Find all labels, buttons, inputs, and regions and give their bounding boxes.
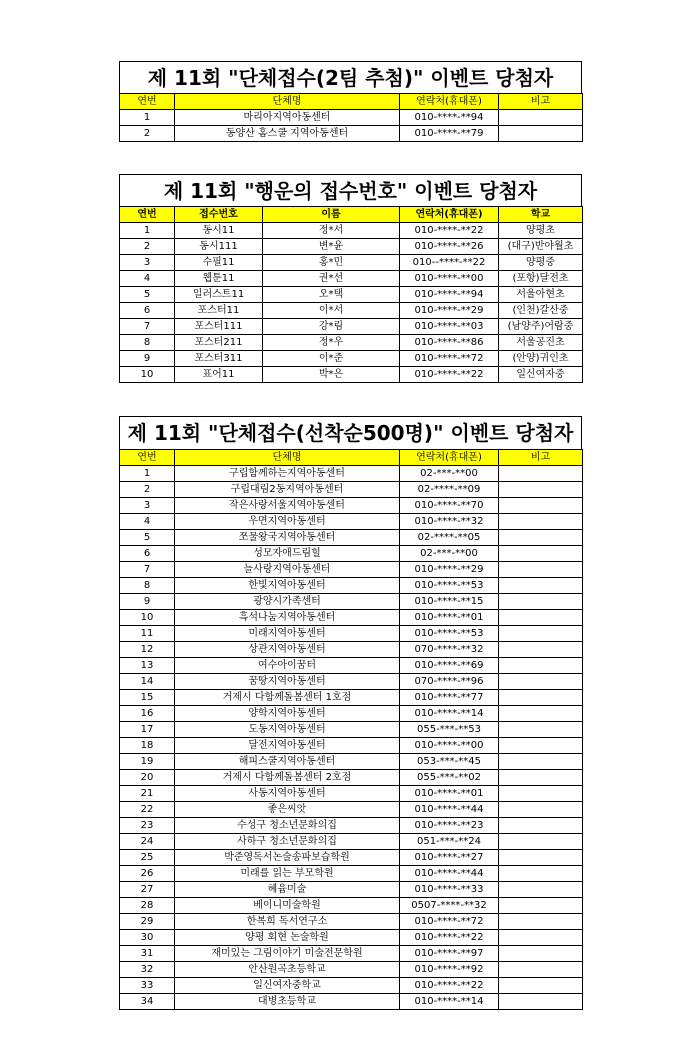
table-row <box>120 850 583 866</box>
table-cell: 구립대림2동지역아동센터 <box>175 482 400 498</box>
table-cell: 8 <box>120 578 175 594</box>
table-cell: 일신여자중학교 <box>175 978 400 994</box>
table-cell: (안양)귀인초 <box>499 351 583 367</box>
table-cell <box>499 626 583 642</box>
table-cell <box>499 578 583 594</box>
table-cell <box>499 930 583 946</box>
table-cell: 베이니미술학원 <box>175 898 400 914</box>
table-cell: 2 <box>120 239 175 255</box>
table-cell <box>499 514 583 530</box>
table-cell <box>499 738 583 754</box>
table-row <box>120 818 583 834</box>
table-cell: 010-****-**03 <box>400 319 499 335</box>
table-cell: 30 <box>120 930 175 946</box>
table-row <box>120 335 583 351</box>
table-row <box>120 706 583 722</box>
table-cell <box>499 946 583 962</box>
column-header: 이름 <box>263 207 400 223</box>
table-cell: 양학지역아동센터 <box>175 706 400 722</box>
winners-table <box>119 206 583 383</box>
table-cell: 3 <box>120 255 175 271</box>
table-cell: 1 <box>120 466 175 482</box>
table-cell: 15 <box>120 690 175 706</box>
table-cell: 일러스트11 <box>175 287 263 303</box>
table-cell: 상관지역아동센터 <box>175 642 400 658</box>
table-row <box>120 674 583 690</box>
column-header: 연번 <box>120 450 175 466</box>
table-cell: 10 <box>120 367 175 383</box>
table-cell: 포스터311 <box>175 351 263 367</box>
table-cell: 늘사랑지역아동센터 <box>175 562 400 578</box>
table-cell: 1 <box>120 223 175 239</box>
table-cell: 7 <box>120 319 175 335</box>
table-cell: 010-****-**01 <box>400 610 499 626</box>
table-cell: 010-****-**23 <box>400 818 499 834</box>
table-cell: 재미있는 그림이야기 미술전문학원 <box>175 946 400 962</box>
table-cell: 5 <box>120 530 175 546</box>
table-cell: 구립함께하는지역아동센터 <box>175 466 400 482</box>
table-cell <box>499 466 583 482</box>
table-cell: 9 <box>120 351 175 367</box>
table-cell: 010-****-**44 <box>400 866 499 882</box>
table-cell: (대구)반야월초 <box>499 239 583 255</box>
table-row <box>120 834 583 850</box>
table-cell: 02-***-**00 <box>400 466 499 482</box>
column-header: 연번 <box>120 207 175 223</box>
table-cell: 010-****-**72 <box>400 351 499 367</box>
table-row <box>120 914 583 930</box>
column-header: 단체명 <box>175 450 400 466</box>
table-row <box>120 223 583 239</box>
column-header: 단체명 <box>175 94 400 110</box>
table-cell: 22 <box>120 802 175 818</box>
table-row <box>120 255 583 271</box>
table-row <box>120 594 583 610</box>
table-cell: 31 <box>120 946 175 962</box>
table-row <box>120 303 583 319</box>
table-row <box>120 351 583 367</box>
table-cell: 사하구 청소년문화의집 <box>175 834 400 850</box>
table-cell: 수성구 청소년문화의집 <box>175 818 400 834</box>
table-cell <box>499 546 583 562</box>
table-cell: 수필11 <box>175 255 263 271</box>
table-cell: 2 <box>120 126 175 142</box>
table-row <box>120 367 583 383</box>
table-cell: 정*서 <box>263 223 400 239</box>
table-cell: 20 <box>120 770 175 786</box>
table-cell <box>499 802 583 818</box>
table-cell: 광양시가족센터 <box>175 594 400 610</box>
header-row <box>120 207 583 223</box>
table-cell: 010--****-**22 <box>400 255 499 271</box>
table-cell: 010-****-**53 <box>400 578 499 594</box>
table-cell: 27 <box>120 882 175 898</box>
section-title: 제 11회 "행운의 접수번호" 이벤트 당첨자 <box>119 174 582 206</box>
table-cell: 010-****-**97 <box>400 946 499 962</box>
table-cell: 010-****-**22 <box>400 223 499 239</box>
table-row <box>120 466 583 482</box>
table-cell: 작은사랑서울지역아동센터 <box>175 498 400 514</box>
table-cell <box>499 658 583 674</box>
table-cell: 010-****-**94 <box>400 287 499 303</box>
table-row <box>120 978 583 994</box>
table-cell: 이*준 <box>263 351 400 367</box>
table-cell: 010-****-**00 <box>400 738 499 754</box>
table-cell: (남양주)어람중 <box>499 319 583 335</box>
table-cell <box>499 754 583 770</box>
table-cell: 16 <box>120 706 175 722</box>
table-cell <box>499 818 583 834</box>
column-header: 연락처(휴대폰) <box>400 207 499 223</box>
table-cell: 좋은씨앗 <box>175 802 400 818</box>
table-cell <box>499 834 583 850</box>
table-cell: 010-****-**79 <box>400 126 499 142</box>
table-cell: 웹툰11 <box>175 271 263 287</box>
table-cell: 미래지역아동센터 <box>175 626 400 642</box>
table-cell: 02-***-**00 <box>400 546 499 562</box>
table-row <box>120 498 583 514</box>
table-cell: 055-***-**53 <box>400 722 499 738</box>
table-cell: 010-****-**15 <box>400 594 499 610</box>
table-cell: 포스터211 <box>175 335 263 351</box>
table-row <box>120 882 583 898</box>
table-cell <box>499 126 583 142</box>
table-cell: 26 <box>120 866 175 882</box>
table-cell: 25 <box>120 850 175 866</box>
column-header: 접수번호 <box>175 207 263 223</box>
table-cell <box>499 866 583 882</box>
table-cell: 010-****-**27 <box>400 850 499 866</box>
table-row <box>120 642 583 658</box>
table-cell: 강*림 <box>263 319 400 335</box>
column-header: 비고 <box>499 94 583 110</box>
table-row <box>120 562 583 578</box>
table-cell <box>499 978 583 994</box>
table-cell: 010-****-**70 <box>400 498 499 514</box>
table-cell: 서울아현초 <box>499 287 583 303</box>
table-cell: (포항)달전초 <box>499 271 583 287</box>
table-row <box>120 866 583 882</box>
table-cell: 4 <box>120 271 175 287</box>
table-cell: 한복희 독서연구소 <box>175 914 400 930</box>
table-row <box>120 239 583 255</box>
table-cell: 서울공진초 <box>499 335 583 351</box>
table-cell: 안산원곡초등학교 <box>175 962 400 978</box>
table-cell: 17 <box>120 722 175 738</box>
table-cell: 정*우 <box>263 335 400 351</box>
table-cell: 한빛지역아동센터 <box>175 578 400 594</box>
section-title: 제 11회 "단체접수(2팀 추첨)" 이벤트 당첨자 <box>119 61 582 93</box>
column-header: 연번 <box>120 94 175 110</box>
table-cell: 13 <box>120 658 175 674</box>
table-cell: 9 <box>120 594 175 610</box>
table-row <box>120 126 583 142</box>
table-cell <box>499 850 583 866</box>
table-cell: 흑석나눔지역아동센터 <box>175 610 400 626</box>
table-cell: 010-****-**29 <box>400 562 499 578</box>
table-row <box>120 514 583 530</box>
table-cell: 051-***-**24 <box>400 834 499 850</box>
table-row <box>120 946 583 962</box>
table-row <box>120 546 583 562</box>
table-cell: 23 <box>120 818 175 834</box>
section-group-draw <box>119 61 582 142</box>
table-cell: 055-***-**02 <box>400 770 499 786</box>
table-cell: 010-****-**22 <box>400 978 499 994</box>
table-cell <box>499 594 583 610</box>
table-cell: 070-****-**32 <box>400 642 499 658</box>
table-cell: 010-****-**86 <box>400 335 499 351</box>
table-cell: 24 <box>120 834 175 850</box>
table-cell: 7 <box>120 562 175 578</box>
table-row <box>120 610 583 626</box>
table-cell: 010-****-**14 <box>400 706 499 722</box>
table-cell: 홍*민 <box>263 255 400 271</box>
table-cell <box>499 882 583 898</box>
table-cell <box>499 898 583 914</box>
table-cell: 사동지역아동센터 <box>175 786 400 802</box>
section-group-first-come <box>119 416 582 1010</box>
table-row <box>120 722 583 738</box>
table-row <box>120 530 583 546</box>
table-row <box>120 802 583 818</box>
table-row <box>120 319 583 335</box>
table-cell: 표어11 <box>175 367 263 383</box>
table-cell: 미래를 읽는 부모학원 <box>175 866 400 882</box>
table-cell: 4 <box>120 514 175 530</box>
table-cell: 010-****-**14 <box>400 994 499 1010</box>
table-cell: 010-****-**44 <box>400 802 499 818</box>
table-row <box>120 578 583 594</box>
header-row <box>120 94 583 110</box>
table-cell: 070-****-**96 <box>400 674 499 690</box>
table-cell: 0507-****-**32 <box>400 898 499 914</box>
table-cell: 거제시 다함께돌봄센터 1호점 <box>175 690 400 706</box>
table-row <box>120 690 583 706</box>
table-cell: 10 <box>120 610 175 626</box>
table-cell: 권*선 <box>263 271 400 287</box>
table-cell: 동시11 <box>175 223 263 239</box>
table-cell: 여수아이꿈터 <box>175 658 400 674</box>
table-cell <box>499 722 583 738</box>
column-header: 연락처(휴대폰) <box>400 94 499 110</box>
table-cell: 19 <box>120 754 175 770</box>
table-cell: 010-****-**69 <box>400 658 499 674</box>
table-cell: (인천)갈산중 <box>499 303 583 319</box>
table-cell: 달전지역아동센터 <box>175 738 400 754</box>
table-row <box>120 626 583 642</box>
table-cell: 오*택 <box>263 287 400 303</box>
table-row <box>120 287 583 303</box>
table-cell: 010-****-**22 <box>400 367 499 383</box>
table-cell: 2 <box>120 482 175 498</box>
table-row <box>120 786 583 802</box>
table-row <box>120 754 583 770</box>
table-cell: 일신여자중 <box>499 367 583 383</box>
table-cell: 010-****-**01 <box>400 786 499 802</box>
table-cell: 18 <box>120 738 175 754</box>
table-cell <box>499 562 583 578</box>
table-cell: 6 <box>120 546 175 562</box>
table-cell: 박*은 <box>263 367 400 383</box>
table-cell: 양평 회현 논술학원 <box>175 930 400 946</box>
table-row <box>120 738 583 754</box>
table-cell: 21 <box>120 786 175 802</box>
table-cell <box>499 482 583 498</box>
table-cell: 포스터111 <box>175 319 263 335</box>
table-row <box>120 482 583 498</box>
table-cell: 도동지역아동센터 <box>175 722 400 738</box>
table-cell <box>499 706 583 722</box>
table-cell <box>499 642 583 658</box>
table-cell <box>499 994 583 1010</box>
table-cell: 꿈땅지역아동센터 <box>175 674 400 690</box>
table-cell: 010-****-**77 <box>400 690 499 706</box>
table-cell <box>499 110 583 126</box>
table-row <box>120 898 583 914</box>
table-cell: 1 <box>120 110 175 126</box>
winners-table <box>119 93 583 142</box>
table-cell: 마리아지역아동센터 <box>175 110 400 126</box>
table-cell <box>499 498 583 514</box>
table-cell: 쪼물왕국지역아동센터 <box>175 530 400 546</box>
table-cell: 3 <box>120 498 175 514</box>
table-cell: 포스터11 <box>175 303 263 319</box>
table-row <box>120 962 583 978</box>
table-cell <box>499 610 583 626</box>
section-lucky-number <box>119 174 582 383</box>
table-cell: 010-****-**29 <box>400 303 499 319</box>
table-row <box>120 658 583 674</box>
table-cell: 010-****-**94 <box>400 110 499 126</box>
table-cell <box>499 914 583 930</box>
column-header: 학교 <box>499 207 583 223</box>
table-cell <box>499 786 583 802</box>
table-cell: 우면지역아동센터 <box>175 514 400 530</box>
table-cell <box>499 770 583 786</box>
table-cell: 010-****-**26 <box>400 239 499 255</box>
table-row <box>120 770 583 786</box>
table-cell: 14 <box>120 674 175 690</box>
column-header: 비고 <box>499 450 583 466</box>
table-cell: 대병초등학교 <box>175 994 400 1010</box>
table-cell: 거제시 다함께돌봄센터 2호점 <box>175 770 400 786</box>
table-cell: 010-****-**22 <box>400 930 499 946</box>
table-cell: 010-****-**92 <box>400 962 499 978</box>
table-cell: 해피스쿨지역아동센터 <box>175 754 400 770</box>
table-cell: 8 <box>120 335 175 351</box>
winners-table <box>119 449 583 1010</box>
table-cell <box>499 690 583 706</box>
table-cell: 34 <box>120 994 175 1010</box>
table-cell <box>499 962 583 978</box>
table-cell: 박준영독서논술송파보습학원 <box>175 850 400 866</box>
table-cell: 혜윰미술 <box>175 882 400 898</box>
table-cell: 6 <box>120 303 175 319</box>
table-cell: 010-****-**33 <box>400 882 499 898</box>
table-cell: 29 <box>120 914 175 930</box>
table-cell: 32 <box>120 962 175 978</box>
table-cell: 010-****-**72 <box>400 914 499 930</box>
table-row <box>120 930 583 946</box>
table-cell: 동시111 <box>175 239 263 255</box>
table-cell: 성모자애드림힐 <box>175 546 400 562</box>
table-cell: 동양산 홈스쿨 지역아동센터 <box>175 126 400 142</box>
section-title: 제 11회 "단체접수(선착순500명)" 이벤트 당첨자 <box>119 416 582 449</box>
table-cell: 33 <box>120 978 175 994</box>
table-cell: 02-****-**05 <box>400 530 499 546</box>
table-cell <box>499 674 583 690</box>
table-row <box>120 110 583 126</box>
table-cell: 5 <box>120 287 175 303</box>
table-cell: 28 <box>120 898 175 914</box>
table-cell: 010-****-**53 <box>400 626 499 642</box>
header-row <box>120 450 583 466</box>
table-cell: 12 <box>120 642 175 658</box>
table-row <box>120 994 583 1010</box>
table-cell: 010-****-**32 <box>400 514 499 530</box>
table-cell: 이*서 <box>263 303 400 319</box>
column-header: 연락처(휴대폰) <box>400 450 499 466</box>
table-cell: 양평초 <box>499 223 583 239</box>
table-cell: 02-****-**09 <box>400 482 499 498</box>
table-cell: 양평중 <box>499 255 583 271</box>
table-cell <box>499 530 583 546</box>
table-cell: 11 <box>120 626 175 642</box>
table-cell: 변*윤 <box>263 239 400 255</box>
table-cell: 053-***-**45 <box>400 754 499 770</box>
table-row <box>120 271 583 287</box>
table-cell: 010-****-**00 <box>400 271 499 287</box>
